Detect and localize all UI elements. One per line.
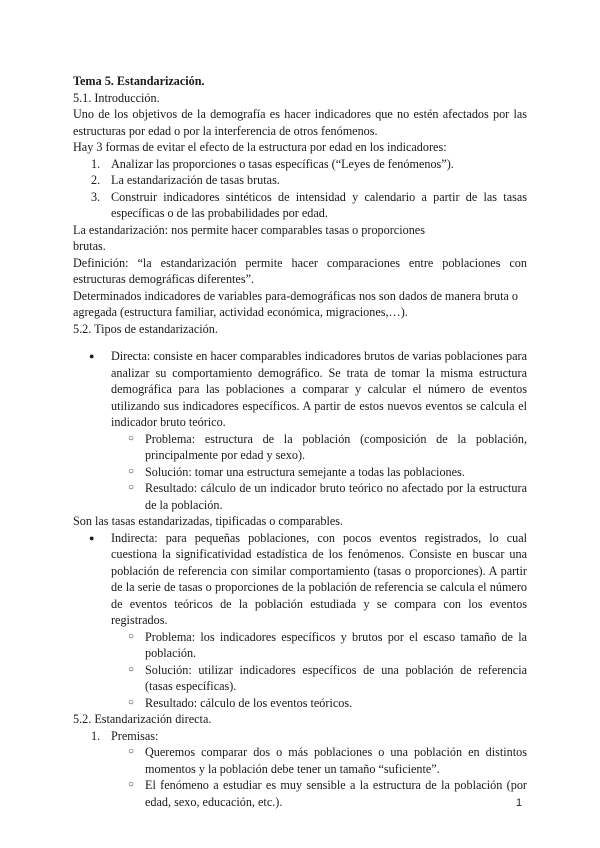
circle-bullet-icon: ○ [128, 779, 135, 790]
bullet-text: Directa: consiste en hacer comparables indicadores brutos de varias poblaciones para analizar su comportamiento demográfico. Se trata de tomar la misma estructura demográfica para las poblaciones a comparar y calcular el número de eventos utilizando sus indicadores específicos. A partir de estos nuevos eventos se calcula el indicador bruto teórico. [111, 349, 527, 429]
sub-bullet-text: El fenómeno a estudiar es muy sensible a la estructura de la población (por edad, sexo, educación, etc.). [145, 778, 527, 809]
bullet-icon: ● [89, 532, 95, 543]
sub-bullet-text: Solución: tomar una estructura semejante a todas las poblaciones. [145, 464, 465, 479]
bullet-text: Indirecta: para pequeñas poblaciones, con pocos eventos registrados, lo cual cuestiona la significatividad estadística de los fenómenos. Consiste en buscar una población de referencia con similar comportamiento (tasas o proporciones). A partir de la serie de tasas o proporciones de la población de referencia se calcula el número de eventos teóricos de la población estudiada y se compara con los eventos registrados. [111, 530, 527, 627]
circle-bullet-icon: ○ [128, 482, 135, 493]
list-item-text: La estandarización de tasas brutas. [111, 173, 280, 187]
section-heading-5-2: 5.2. Tipos de estandarización. [73, 321, 218, 336]
list-item [73, 189, 527, 222]
definicion-paragraph: Definición: “la estandarización permite hacer comparaciones entre poblaciones con estructuras demográficas diferentes”. [73, 255, 527, 286]
list-item [73, 156, 527, 173]
circle-bullet-icon: ○ [128, 432, 135, 444]
list-item-text: Analizar las proporciones o tasas específicas (“Leyes de fenómenos”). [111, 156, 454, 171]
list-item-text: Construir indicadores sintéticos de intensidad y calendario a partir de las tasas específicas o de las probabilidades por edad. [111, 189, 527, 220]
estandarizacion-definition-line-1: La estandarización: nos permite hacer comparables tasas o proporciones [73, 222, 425, 237]
sub-bullet-text: Resultado: cálculo de los eventos teóricos. [145, 695, 353, 710]
page-title: Tema 5. Estandarización. [73, 74, 205, 88]
circle-bullet-icon: ○ [128, 465, 135, 477]
intro-paragraph: Uno de los objetivos de la demografía es hacer indicadores que no estén afectados por las estructuras por edad o por la interferencia de otros fenómenos. [73, 107, 527, 138]
sub-bullet-text: Resultado: cálculo de un indicador bruto teórico no afectado por la estructura de la población. [145, 481, 527, 512]
circle-bullet-icon: ○ [128, 696, 135, 708]
bullet-icon: ● [89, 351, 95, 361]
circle-bullet-icon: ○ [128, 630, 135, 642]
tasas-note: Son las tasas estandarizadas, tipificadas o comparables. [73, 514, 344, 528]
sub-bullet-text: Problema: estructura de la población (composición de la población, principalmente por edad y sexo). [145, 431, 527, 462]
list-item-text: Premisas: [111, 728, 159, 743]
page-number: 1 [516, 797, 523, 809]
sub-bullet [73, 662, 527, 695]
estandarizacion-definition-line-2: brutas. [73, 239, 106, 253]
list-number: 2. [91, 173, 101, 187]
sub-bullet-text: Solución: utilizar indicadores específicos de una población de referencia (tasas específicas). [145, 662, 527, 693]
bullet-indirecta [73, 530, 527, 629]
sub-bullet [73, 431, 527, 464]
document-page [73, 73, 527, 810]
section-heading-5-1: 5.1. Introducción. [73, 90, 160, 105]
sub-bullet [73, 695, 527, 712]
list-item-premisas [73, 728, 527, 745]
sub-bullet-text: Problema: los indicadores específicos y brutos por el escaso tamaño de la población. [145, 629, 527, 660]
sub-bullet [73, 629, 527, 662]
spacer [73, 337, 527, 348]
intro-paragraph-2: Hay 3 formas de evitar el efecto de la estructura por edad en los indicadores: [73, 140, 447, 154]
sub-bullet [73, 777, 527, 810]
list-number: 1. [91, 728, 101, 743]
list-number: 1. [91, 156, 101, 171]
sub-bullet [73, 464, 527, 481]
circle-bullet-icon: ○ [128, 746, 135, 757]
sub-bullet-text: Queremos comparar dos o más poblaciones o una población en distintos momentos y la población debe tener un tamaño “suficiente”. [145, 745, 527, 776]
circle-bullet-icon: ○ [128, 663, 135, 675]
list-number: 3. [91, 189, 101, 204]
determinados-paragraph: Determinados indicadores de variables para-demográficas nos son dados de manera bruta o agregada (estructura familiar, actividad económica, migraciones,…). [73, 288, 519, 319]
sub-bullet [73, 480, 527, 513]
sub-bullet [73, 744, 527, 777]
list-item [73, 172, 527, 189]
bullet-directa [73, 348, 527, 431]
section-heading-5-2-directa: 5.2. Estandarización directa. [73, 712, 212, 726]
